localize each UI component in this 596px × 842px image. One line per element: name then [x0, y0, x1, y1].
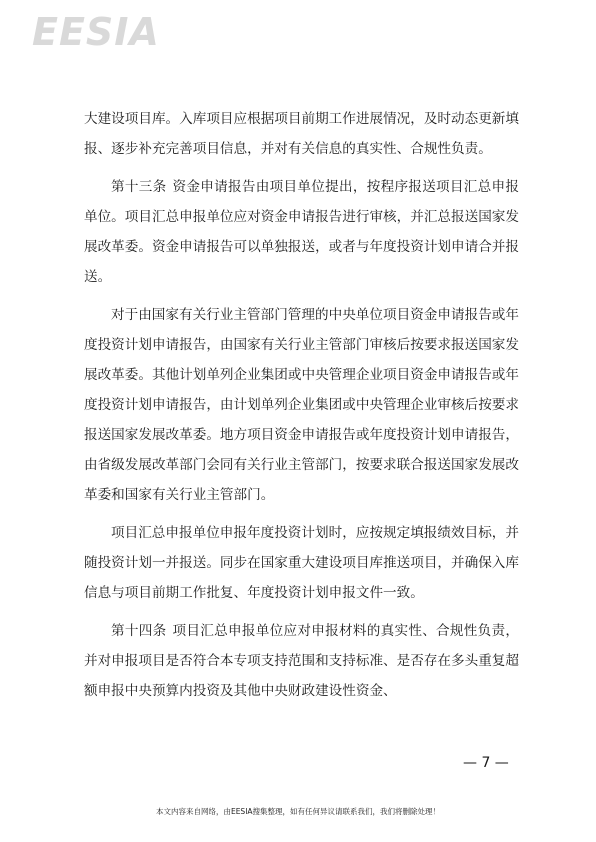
paragraph-3 — [84, 300, 519, 510]
article-13-heading: 第十三条 — [111, 179, 167, 195]
document-body — [84, 104, 519, 714]
eesia-watermark-logo: EESIA — [32, 10, 160, 54]
paragraph-4 — [84, 518, 519, 608]
article-14-heading: 第十四条 — [111, 623, 167, 639]
paragraph-5 — [84, 616, 519, 706]
paragraph-3-text: 对于由国家有关行业主管部门管理的中央单位项目资金申请报告或年度投资计划申请报告，由国家有关行业主管部门审核后按要求报送国家发展改革委。其他计划单列企业集团或中央管理企业项目资金申请报告或年度投资计划申请报告，由计划单列企业集团或中央管理企业审核后按要求报送国家发展改革委。地方项目资金申请报告或年度投资计划申请报告，由省级发展改革部门会同有关行业主管部门，按要求联合报送国家发展改革委和国家有关行业主管部门。 — [84, 307, 519, 503]
page-number: — 7 — — [463, 755, 509, 771]
paragraph-1 — [84, 104, 519, 164]
paragraph-1-text: 大建设项目库。入库项目应根据项目前期工作进展情况，及时动态更新填报、逐步补充完善项目信息，并对有关信息的真实性、合规性负责。 — [84, 111, 519, 157]
paragraph-4-text: 项目汇总申报单位申报年度投资计划时，应按规定填报绩效目标，并随投资计划一并报送。同步在国家重大建设项目库推送项目，并确保入库信息与项目前期工作批复、年度投资计划申报文件一致。 — [84, 525, 519, 601]
paragraph-2-text: 资金申请报告由项目单位提出，按程序报送项目汇总申报单位。项目汇总申报单位应对资金申请报告进行审核，并汇总报送国家发展改革委。资金申请报告可以单独报送，或者与年度投资计划申请合并报送。 — [84, 179, 520, 285]
paragraph-5-text: 项目汇总申报单位应对申报材料的真实性、合规性负责，并对申报项目是否符合本专项支持范围和支持标准、是否存在多头重复超额申报中央预算内投资及其他中央财政建设性资金、 — [84, 623, 520, 699]
paragraph-2 — [84, 172, 519, 292]
footer-disclaimer: 本文内容来自网络，由EESIA搜集整理，如有任何异议请联系我们，我们将删除处理！ — [155, 807, 441, 816]
